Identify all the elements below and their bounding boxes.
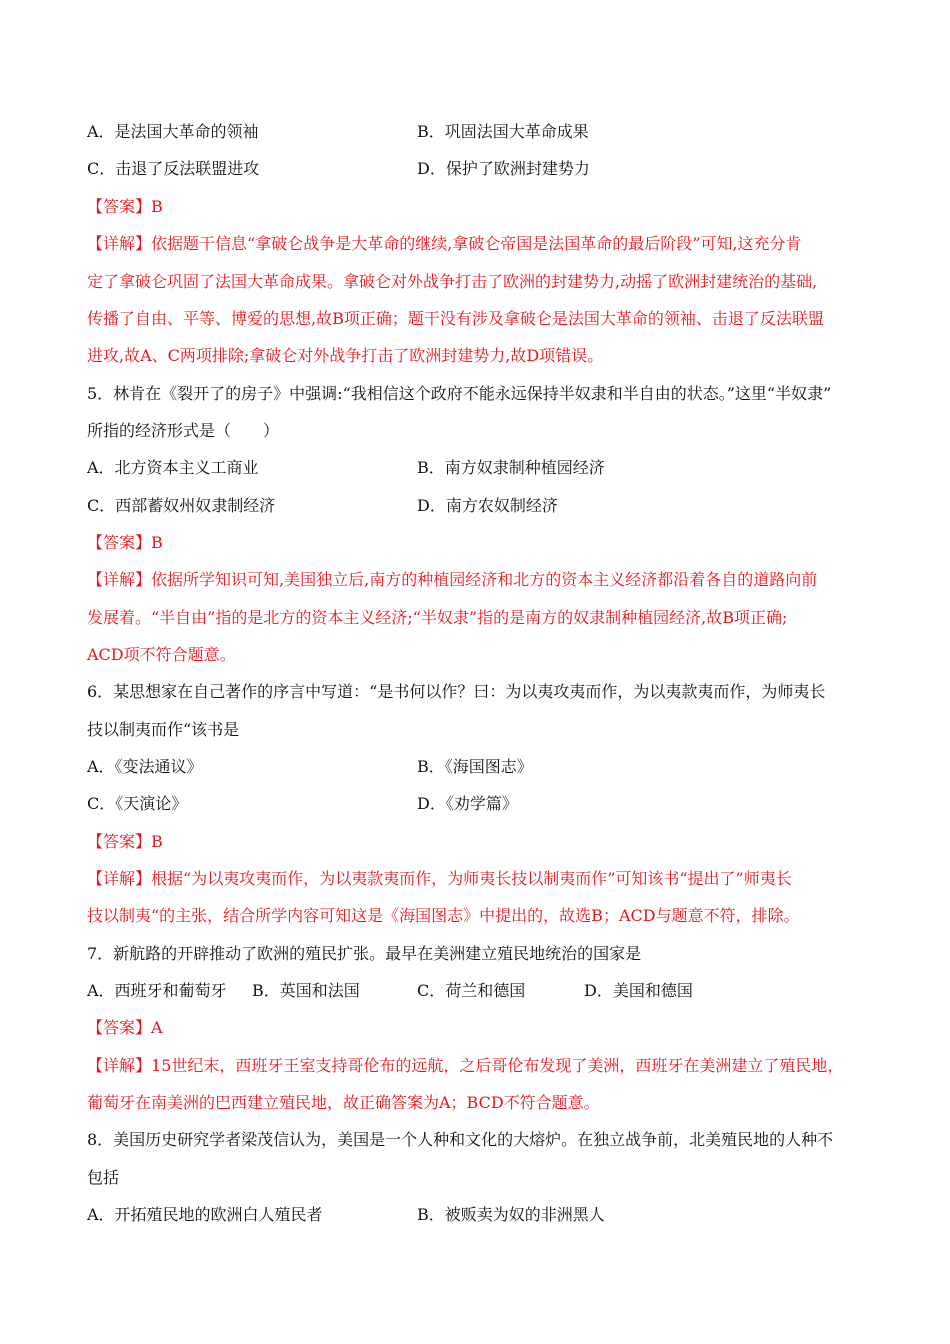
q5-option-a: A．北方资本主义工商业 [87, 458, 259, 477]
q6-option-b: B．《海国图志》 [417, 757, 533, 776]
q4-option-b: B．巩固法国大革命成果 [417, 122, 589, 141]
q5-detail-line-1 [87, 570, 817, 590]
detail-tag: 【详解】 [87, 1056, 152, 1075]
q6-stem-line-1: 6．某思想家在自己著作的序言中写道：“是书何以作？曰：为以夷攻夷而作，为以夷款夷而作，为师夷长 [87, 682, 826, 701]
q4-option-d: D．保护了欧洲封建势力 [417, 159, 590, 178]
detail-text: 15世纪末，西班牙王室支持哥伦布的远航，之后哥伦布发现了美洲，西班牙在美洲建立了殖民地， [151, 1056, 844, 1075]
answer-tag: 【答案】 [87, 832, 152, 851]
q7-answer [87, 1018, 163, 1038]
answer-value: B [151, 197, 163, 216]
q4-option-a: A．是法国大革命的领袖 [87, 122, 259, 141]
answer-value: B [151, 533, 163, 552]
q4-detail-line-1 [87, 234, 802, 254]
q6-stem-line-2: 技以制夷而作“该书是 [87, 720, 240, 739]
q4-detail-line-3: 传播了自由、平等、博爱的思想,故B项正确；题干没有涉及拿破仑是法国大革命的领袖、击退了反法联盟 [87, 309, 824, 328]
q8-option-a: A．开拓殖民地的欧洲白人殖民者 [87, 1205, 323, 1224]
q6-detail-line-1 [87, 869, 792, 889]
detail-tag: 【详解】 [87, 570, 152, 589]
q6-detail-line-2: 技以制夷“的主张，结合所学内容可知这是《海国图志》中提出的，故选B；ACD与题意不符，排除。 [87, 906, 800, 925]
detail-text: 依据所学知识可知,美国独立后,南方的种植园经济和北方的资本主义经济都沿着各自的道路向前 [151, 570, 818, 589]
q7-detail-line-1 [87, 1056, 843, 1076]
q5-option-d: D．南方农奴制经济 [417, 496, 558, 515]
detail-text: 依据题干信息“拿破仑战争是大革命的继续,拿破仑帝国是法国革命的最后阶段”可知,这充分肯 [151, 234, 802, 253]
q7-detail-line-2: 葡萄牙在南美洲的巴西建立殖民地，故正确答案为A；BCD不符合题意。 [87, 1093, 600, 1112]
answer-value: B [151, 832, 163, 851]
q5-stem-line-2: 所指的经济形式是（ ） [87, 421, 280, 440]
q5-stem-line-1: 5．林肯在《裂开了的房子》中强调:“我相信这个政府不能永远保持半奴隶和半自由的状态。”这里“半奴隶” [87, 384, 832, 403]
q4-detail-line-4: 进攻,故A、C两项排除;拿破仑对外战争打击了欧洲封建势力,故D项错误。 [87, 346, 604, 365]
q5-option-b: B．南方奴隶制种植园经济 [417, 458, 605, 477]
q5-detail-line-2: 发展着。“半自由”指的是北方的资本主义经济;“半奴隶”指的是南方的奴隶制种植园经济,故B项正确; [87, 608, 788, 627]
q7-stem: 7．新航路的开辟推动了欧洲的殖民扩张。最早在美洲建立殖民地统治的国家是 [87, 944, 642, 963]
q7-option-b: B．英国和法国 [252, 981, 360, 1000]
q5-option-c: C．西部蓄奴州奴隶制经济 [87, 496, 276, 515]
q4-option-c: C．击退了反法联盟进攻 [87, 159, 260, 178]
q7-option-a: A．西班牙和葡萄牙 [87, 981, 227, 1000]
q6-option-c: C．《天演论》 [87, 794, 188, 813]
q4-detail-line-2: 定了拿破仑巩固了法国大革命成果。拿破仑对外战争打击了欧洲的封建势力,动摇了欧洲封建统治的基础, [87, 272, 818, 291]
q4-answer [87, 197, 163, 217]
answer-tag: 【答案】 [87, 1018, 152, 1037]
q6-option-d: D．《劝学篇》 [417, 794, 518, 813]
q6-option-a: A．《变法通议》 [87, 757, 203, 776]
q5-detail-line-3: ACD项不符合题意。 [87, 645, 236, 664]
answer-value: A [151, 1018, 163, 1037]
q8-stem-line-1: 8．美国历史研究学者梁茂信认为，美国是一个人种和文化的大熔炉。在独立战争前，北美殖民地的人种不 [87, 1130, 834, 1149]
q7-option-c: C．荷兰和德国 [417, 981, 526, 1000]
q6-answer [87, 832, 163, 852]
q8-stem-line-2: 包括 [87, 1168, 120, 1187]
detail-text: 根据“为以夷攻夷而作，为以夷款夷而作，为师夷长技以制夷而作”可知该书“提出了”师夷长 [151, 869, 792, 888]
detail-tag: 【详解】 [87, 869, 152, 888]
q8-option-b: B．被贩卖为奴的非洲黑人 [417, 1205, 605, 1224]
answer-tag: 【答案】 [87, 197, 152, 216]
q5-answer [87, 533, 163, 553]
detail-tag: 【详解】 [87, 234, 152, 253]
q7-option-d: D．美国和德国 [584, 981, 693, 1000]
answer-tag: 【答案】 [87, 533, 152, 552]
